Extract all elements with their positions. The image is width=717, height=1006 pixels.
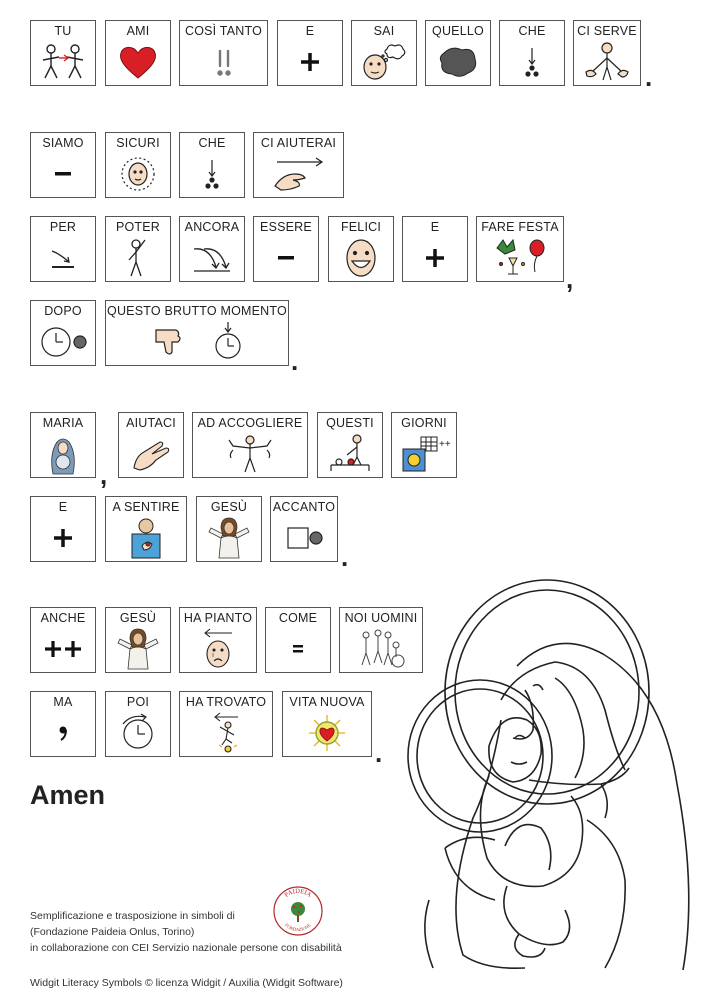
card-label: ANCORA: [184, 220, 240, 234]
card-label: QUELLO: [432, 24, 484, 38]
card-label: CHE: [198, 136, 226, 150]
svg-text:++: ++: [439, 439, 451, 450]
card-questo-brutto-momento: [105, 300, 289, 366]
card-e: [402, 216, 468, 282]
card-label: SAI: [373, 24, 395, 38]
thinking-face-icon: [352, 42, 416, 82]
crying-face-icon: [180, 629, 256, 669]
card-label: POI: [126, 695, 150, 709]
jesus-icon: [197, 518, 261, 558]
card-tu: [30, 20, 96, 86]
card-giorni: [391, 412, 457, 478]
clock-dot-icon: [31, 322, 95, 362]
card-e: [30, 496, 96, 562]
plus-icon: [403, 238, 467, 278]
card-label: ACCANTO: [272, 500, 336, 514]
card-label: FARE FESTA: [481, 220, 559, 234]
plus-icon: [278, 42, 342, 82]
card-label: COSÌ TANTO: [184, 24, 262, 38]
card-aiutaci: [118, 412, 184, 478]
card-label: QUESTO BRUTTO MOMENTO: [107, 304, 287, 318]
card-label: AMI: [126, 24, 150, 38]
arrow-down-bar-icon: [31, 238, 95, 278]
footer-copyright: Widgit Literacy Symbols © licenza Widgit / Auxilia (Widgit Software): [30, 977, 343, 989]
card-label: AIUTACI: [126, 416, 176, 430]
footer-credit-line-3: in collaborazione con CEI Servizio nazionale persone con disabilità: [30, 942, 342, 954]
minus-icon: [254, 238, 318, 278]
party-icon: [477, 238, 563, 278]
card-sicuri: [105, 132, 171, 198]
double-exclamation-icon: [180, 42, 267, 82]
card-accanto: [270, 496, 338, 562]
heart-icon: [106, 42, 170, 82]
helping-hand-icon: [254, 154, 343, 194]
card-e: [277, 20, 343, 86]
jesus-icon: [106, 629, 170, 669]
madonna-icon: [31, 434, 95, 474]
card-ci-serve: [573, 20, 641, 86]
person-hands-icon: [574, 42, 640, 82]
svg-text:FONDAZIONE: FONDAZIONE: [284, 922, 312, 933]
card-label: GESÙ: [210, 500, 248, 514]
card-anche: [30, 607, 96, 673]
thumbs-down-clock-icon: [106, 322, 288, 362]
card-siamo: [30, 132, 96, 198]
comma: ,: [566, 264, 574, 294]
card-label: CI SERVE: [577, 24, 637, 38]
card-label: GIORNI: [401, 416, 447, 430]
double-plus-icon: [31, 629, 95, 669]
card-ad-accogliere: [192, 412, 308, 478]
closing-word: Amen: [30, 780, 106, 810]
calm-face-icon: [106, 154, 170, 194]
card-per: [30, 216, 96, 282]
card-essere: [253, 216, 319, 282]
footer-credit-line-1: Semplificazione e trasposizione in simboli di: [30, 910, 235, 922]
card-label: SICURI: [116, 136, 160, 150]
card-label: POTER: [115, 220, 161, 234]
card-dopo: [30, 300, 96, 366]
pointing-figure-icon: [318, 434, 382, 474]
square-dot-icon: [271, 518, 337, 558]
card-ma: [30, 691, 96, 757]
stick-figure-arm-up-icon: [106, 238, 170, 278]
card-che: [499, 20, 565, 86]
card-label: ESSERE: [260, 220, 312, 234]
three-dots-arrow-icon: [180, 154, 244, 194]
card-label: CI AIUTERAI: [260, 136, 337, 150]
paideia-logo: [272, 885, 324, 937]
card-label: NOI UOMINI: [344, 611, 418, 625]
card-label: QUESTI: [326, 416, 374, 430]
period: .: [375, 738, 383, 768]
welcoming-figure-icon: [193, 434, 307, 474]
card-label: TU: [54, 24, 72, 38]
card-label: FELICI: [340, 220, 382, 234]
open-hand-icon: [119, 434, 183, 474]
card-questi: [317, 412, 383, 478]
card-label: MA: [53, 695, 73, 709]
madonna-and-child-illustration: [405, 570, 710, 970]
card-cosi-tanto: [179, 20, 268, 86]
card-fare-festa: [476, 216, 564, 282]
double-arrow-icon: [180, 238, 244, 278]
comma-icon: [31, 713, 95, 753]
card-label: A SENTIRE: [112, 500, 180, 514]
card-ci-aiuterai: [253, 132, 344, 198]
card-label: AD ACCOGLIERE: [197, 416, 303, 430]
blob-icon: [426, 42, 490, 82]
card-felici: [328, 216, 394, 282]
card-che: [179, 132, 245, 198]
card-label: HA PIANTO: [183, 611, 253, 625]
calendar-sun-icon: [392, 434, 456, 474]
two-people-icon: [31, 42, 95, 82]
svg-text:PAIDEIA: PAIDEIA: [283, 887, 313, 899]
card-ha-trovato: [179, 691, 273, 757]
card-label: HA TROVATO: [185, 695, 267, 709]
equals-icon: [266, 629, 330, 669]
period: .: [341, 542, 349, 572]
plus-icon: [31, 518, 95, 558]
card-label: CHE: [518, 24, 546, 38]
card-a-sentire: [105, 496, 187, 562]
card-label: E: [430, 220, 440, 234]
card-label: SIAMO: [42, 136, 84, 150]
card-vita-nuova: [282, 691, 372, 757]
card-gesu: [196, 496, 262, 562]
card-label: DOPO: [44, 304, 82, 318]
card-label: E: [305, 24, 315, 38]
card-label: MARIA: [42, 416, 84, 430]
minus-icon: [31, 154, 95, 194]
found-figure-icon: [180, 713, 272, 753]
card-ami: [105, 20, 171, 86]
three-dots-arrow-icon: [500, 42, 564, 82]
card-sai: [351, 20, 417, 86]
card-poi: [105, 691, 171, 757]
card-maria: [30, 412, 96, 478]
card-come: [265, 607, 331, 673]
card-label: ANCHE: [40, 611, 86, 625]
period: .: [291, 346, 299, 376]
footer-credit-line-2: (Fondazione Paideia Onlus, Torino): [30, 926, 195, 938]
card-label: GESÙ: [119, 611, 157, 625]
comma: ,: [100, 460, 108, 490]
card-label: PER: [49, 220, 77, 234]
sun-heart-icon: [283, 713, 371, 753]
clock-arrow-icon: [106, 713, 170, 753]
card-ancora: [179, 216, 245, 282]
card-ha-pianto: [179, 607, 257, 673]
card-poter: [105, 216, 171, 282]
period: .: [645, 62, 653, 92]
card-label: VITA NUOVA: [289, 695, 365, 709]
card-label: COME: [278, 611, 318, 625]
happy-face-icon: [329, 238, 393, 278]
card-gesu: [105, 607, 171, 673]
person-feeling-icon: [106, 518, 186, 558]
card-quello: [425, 20, 491, 86]
card-label: E: [58, 500, 68, 514]
